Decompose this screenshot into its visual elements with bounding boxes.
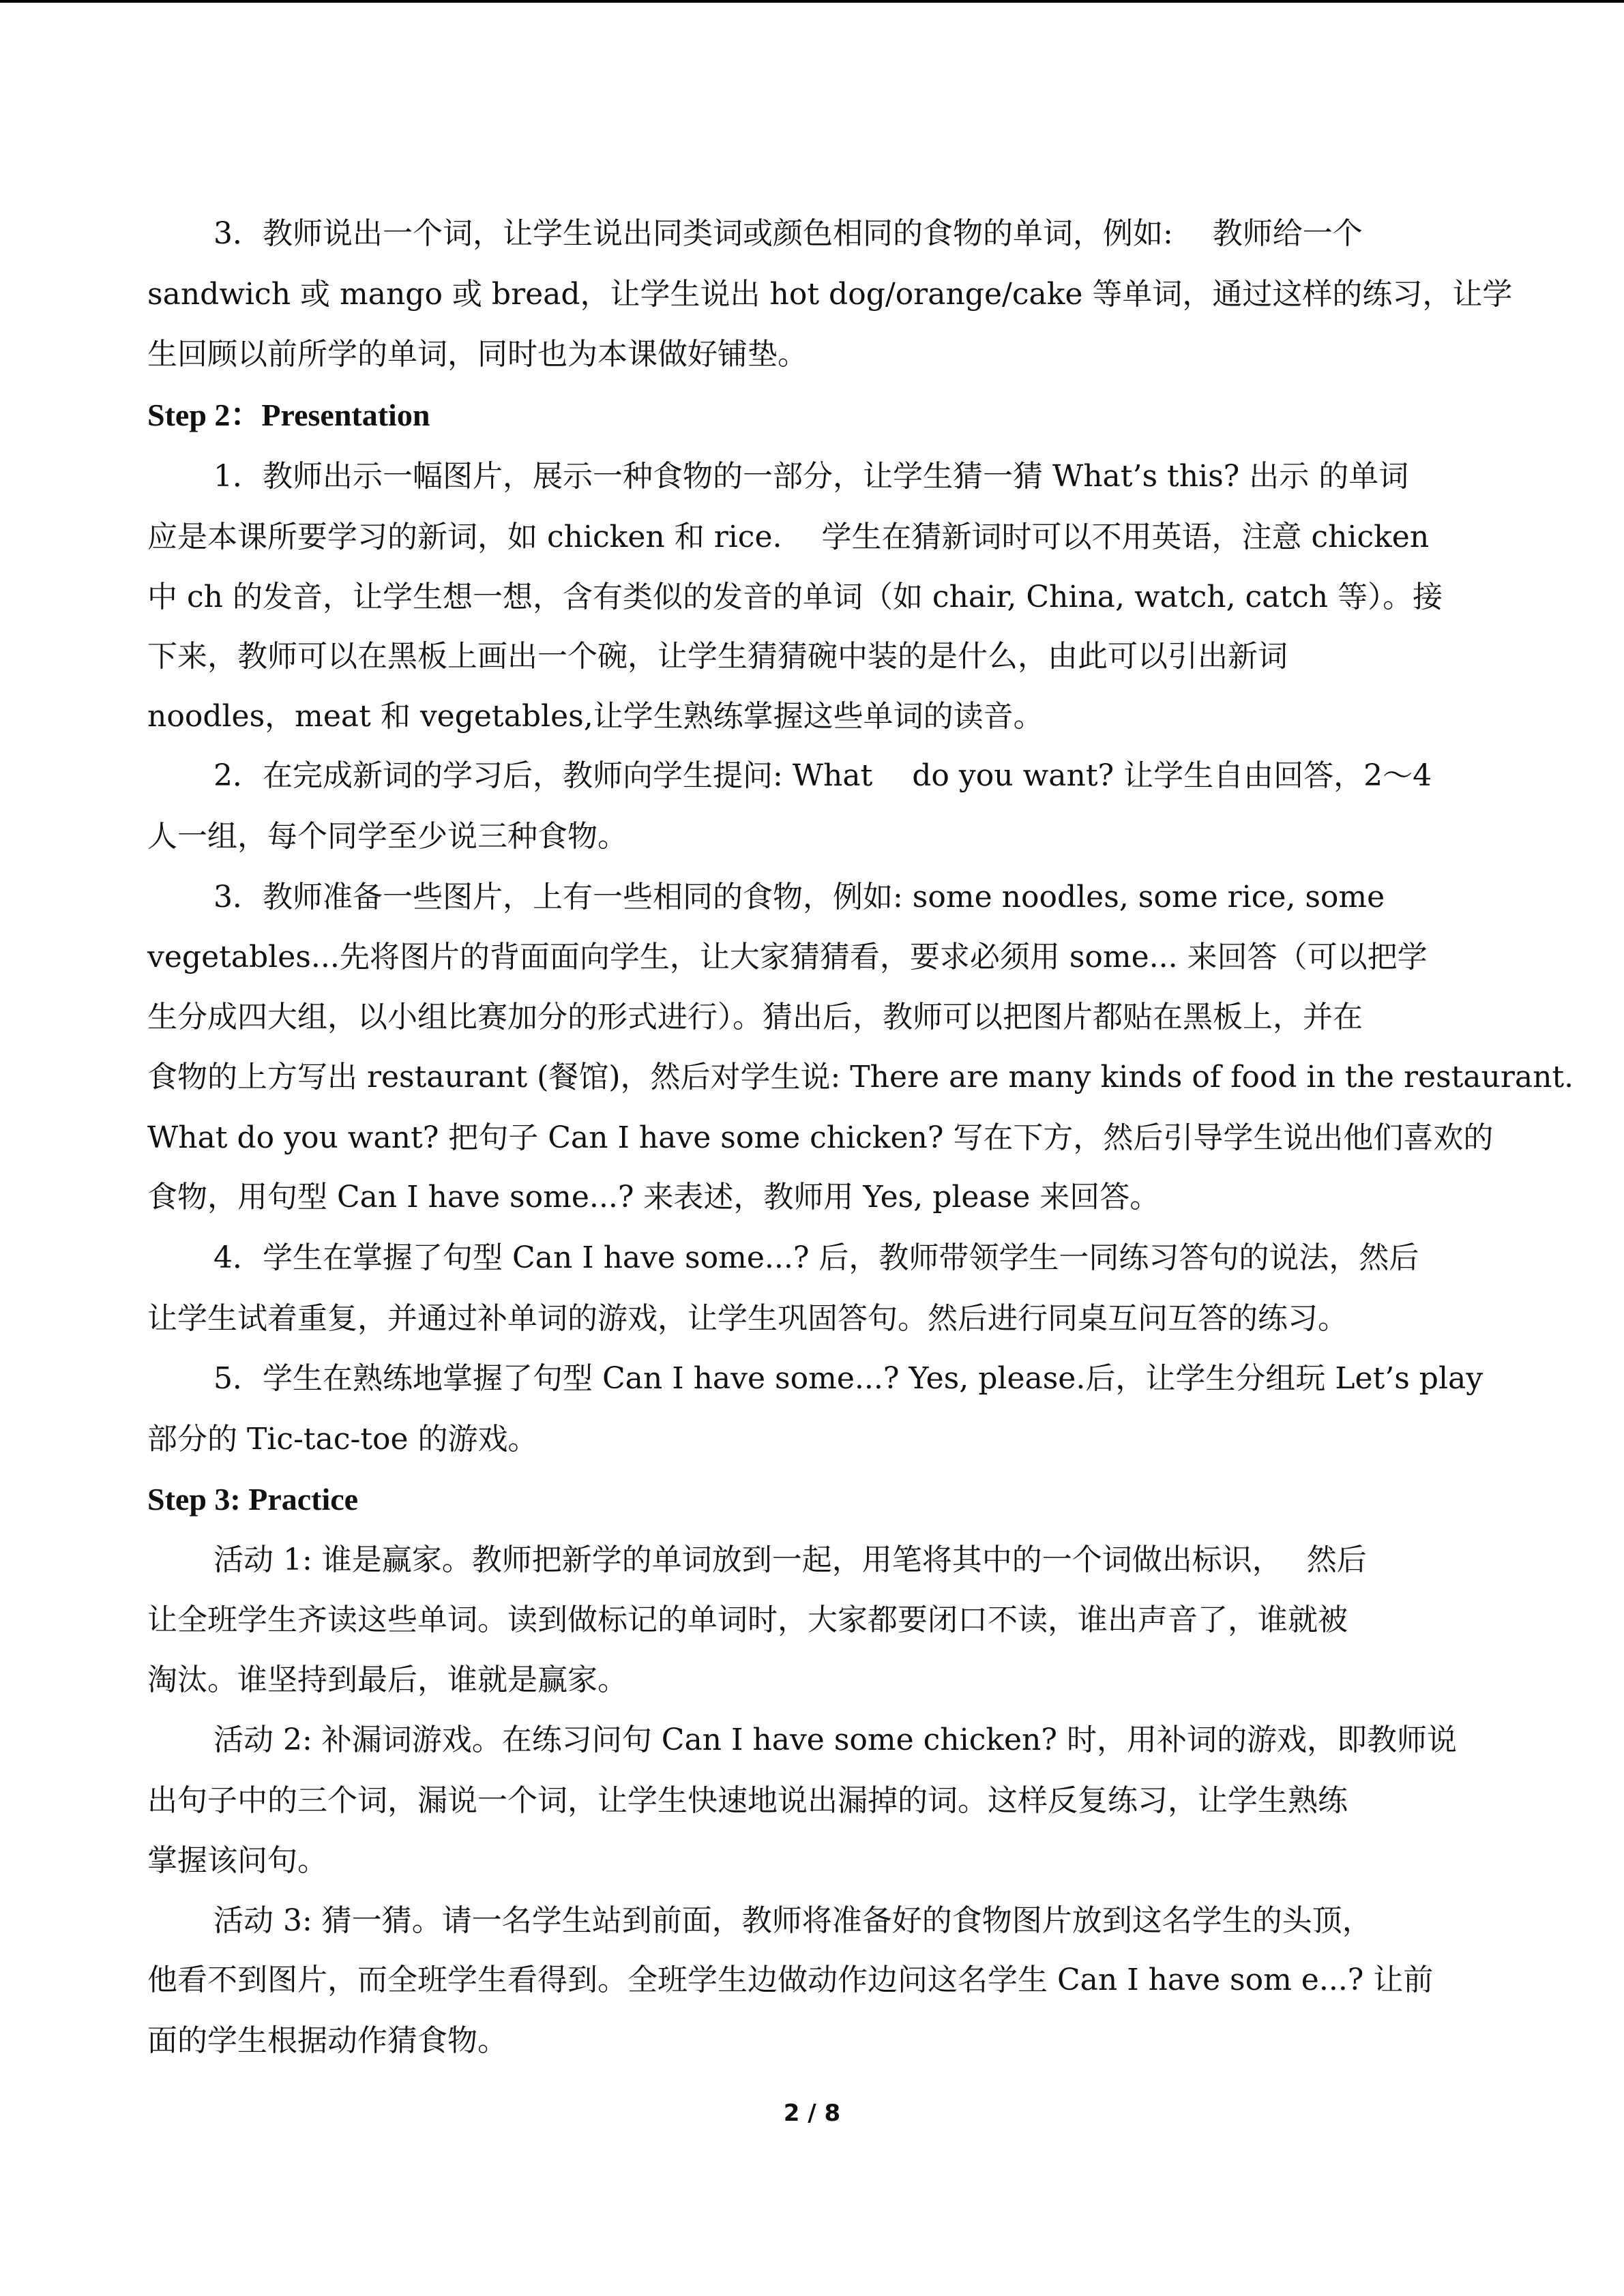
paragraph-4-line-6: 食物，用句型 Can I have some...? 来表述，教师用 Yes, please 来回答。 [147,1180,1160,1214]
paragraph-1-line-2: sandwich 或 mango 或 bread，让学生说出 hot dog/orange/cake 等单词，通过这样的练习，让学 [147,277,1513,312]
paragraph-2-line-1: 1．教师出示一幅图片，展示一种食物的一部分，让学生猜一猜 What’s this? 出示 的单词 [213,459,1409,494]
activity-1-line-3: 淘汰。谁坚持到最后，谁就是赢家。 [147,1663,628,1697]
step-2-heading: Step 2：Presentation [147,398,430,432]
paragraph-6-line-1: 5．学生在熟练地掌握了句型 Can I have some...? Yes, please.后，让学生分组玩 Let’s play [213,1361,1483,1396]
activity-2-line-1: 活动 2: 补漏词游戏。在练习问句 Can I have some chicken? 时，用补词的游戏，即教师说 [213,1723,1457,1757]
paragraph-2-line-5: noodles，meat 和 vegetables,让学生熟练掌握这些单词的读音。 [147,699,1044,734]
paragraph-2-line-3: 中 ch 的发音，让学生想一想，含有类似的发音的单词（如 chair, China, watch, catch 等）。接 [147,580,1443,614]
activity-1-line-2: 让全班学生齐读这些单词。读到做标记的单词时，大家都要闭口不读，谁出声音了，谁就被 [147,1602,1348,1637]
activity-1-line-1: 活动 1: 谁是赢家。教师把新学的单词放到一起，用笔将其中的一个词做出标识， 然后 [213,1542,1367,1577]
paragraph-4-line-4: 食物的上方写出 restaurant (餐馆)，然后对学生说: There are many kinds of food in the restaurant. [147,1060,1574,1094]
paragraph-5-line-2: 让学生试着重复，并通过补单词的游戏，让学生巩固答句。然后进行同桌互问互答的练习。 [147,1301,1348,1336]
page-number: 2 / 8 [783,2100,841,2127]
activity-2-line-3: 掌握该问句。 [147,1843,327,1878]
paragraph-3-line-2: 人一组，每个同学至少说三种食物。 [147,819,628,854]
activity-2-line-2: 出句子中的三个词，漏说一个词，让学生快速地说出漏掉的词。这样反复练习，让学生熟练 [147,1783,1348,1818]
paragraph-4-line-2: vegetables...先将图片的背面面向学生，让大家猜猜看，要求必须用 some... 来回答（可以把学 [147,940,1428,974]
activity-3-line-2: 他看不到图片，而全班学生看得到。全班学生边做动作边问这名学生 Can I have som e...? 让前 [147,1963,1434,1997]
paragraph-3-line-1: 2．在完成新词的学习后，教师向学生提问: What do you want? 让学生自由回答，2～4 [213,758,1432,793]
paragraph-5-line-1: 4．学生在掌握了句型 Can I have some...? 后，教师带领学生一同练习答句的说法，然后 [213,1240,1419,1275]
paragraph-2-line-4: 下来，教师可以在黑板上画出一个碗，让学生猜猜碗中装的是什么，由此可以引出新词 [147,639,1288,674]
activity-3-line-1: 活动 3: 猜一猜。请一名学生站到前面，教师将准备好的食物图片放到这名学生的头顶， [213,1903,1372,1938]
paragraph-4-line-1: 3．教师准备一些图片，上有一些相同的食物，例如: some noodles, some rice, some [213,880,1385,914]
paragraph-2-line-2: 应是本课所要学习的新词，如 chicken 和 rice. 学生在猜新词时可以不用英语，注意 chicken [147,520,1430,554]
paragraph-1-line-3: 生回顾以前所学的单词，同时也为本课做好铺垫。 [147,337,808,372]
paragraph-4-line-5: What do you want? 把句子 Can I have some chicken? 写在下方，然后引导学生说出他们喜欢的 [147,1120,1494,1155]
paragraph-6-line-2: 部分的 Tic-tac-toe 的游戏。 [147,1422,538,1457]
paragraph-1-line-1: 3．教师说出一个词，让学生说出同类词或颜色相同的食物的单词，例如: 教师给一个 [213,216,1363,251]
step-3-heading: Step 3: Practice [147,1482,359,1517]
paragraph-4-line-3: 生分成四大组，以小组比赛加分的形式进行）。猜出后，教师可以把图片都贴在黑板上，并在 [147,1000,1363,1034]
page-top-border [0,0,1624,3]
activity-3-line-3: 面的学生根据动作猜食物。 [147,2023,507,2058]
